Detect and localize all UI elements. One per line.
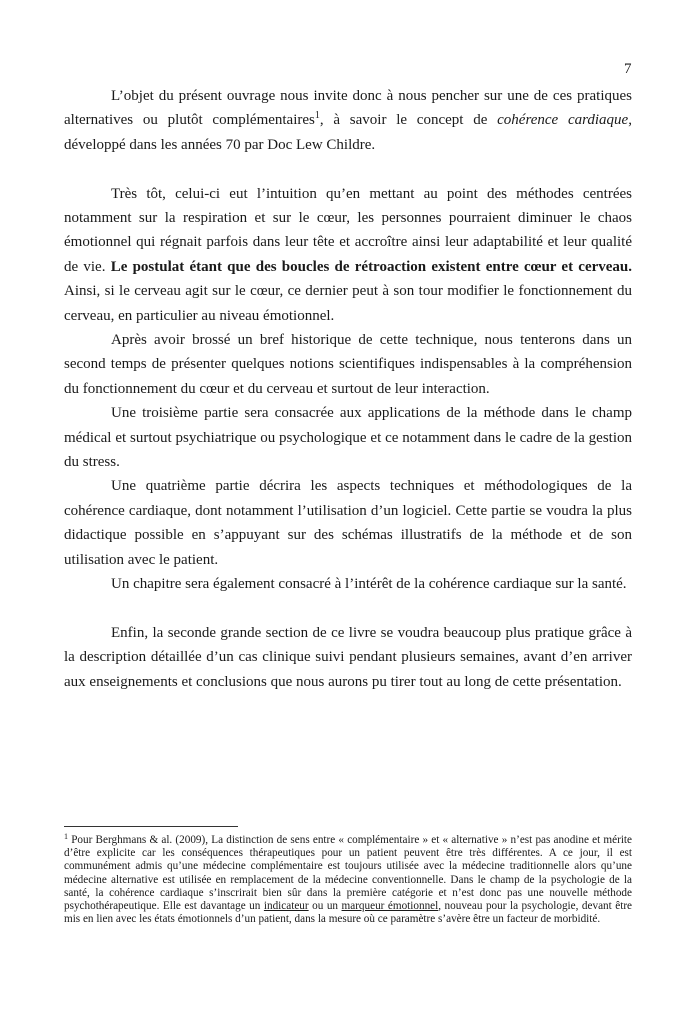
paragraph-chapter-health: Un chapitre sera également consacré à l’intérêt de la cohérence cardiaque sur la santé. [111,576,627,593]
footnote-text-1: Pour Berghmans & al. (2009), La distinction de sens entre « complémentaire » et « alternative » n’est pas anodine et mérite d’être explicite car les conséquences thérapeutiques pour un patient peuvent être très différentes. A ce jour, il est communément admis qu’une médecine complémentaire est toujours utilisée avec la médecine traditionnelle alors qu’une médecine alternative est utilisée en remplacement de la médecine conventionnelle. Dans le champ de la psychologie de la santé, la cohérence cardiaque s’inscrirait bien sûr dans la première catégorie et n’est donc pas une nouvelle méthode psychothérapeutique. Elle est davantage un [64,834,632,913]
page-number: 7 [624,61,632,77]
paragraph-part-three: Une troisième partie sera consacrée aux applications de la méthode dans le champ médical et surtout psychiatrique ou psychologique et ce notamment dans le cadre de la gestion du stress. [64,405,632,471]
footnote-marker: 1 [64,832,68,841]
footnote-text [64,834,632,926]
underlined-indicateur: indicateur [263,900,309,913]
paragraph-history: Après avoir brossé un bref historique de cette technique, nous tenterons dans un second temps de présenter quelques notions scientifiques indispensables à la compréhension du fonctionnement du cœur et du cerveau et surtout de leur interaction. [64,332,632,397]
bold-postulate: Le postulat étant que des boucles de rétroaction existent entre cœur et cerveau. [110,258,633,275]
footnote-text-2: ou un [308,900,342,913]
footnote [64,834,632,926]
paragraph-intro [64,84,632,157]
paragraph-intro-text-3: , développé dans les années 70 par Doc Lew Childre. [64,112,632,153]
footnote-text-3: , nouveau pour la psychologie, devant être mis en lien avec les états émotionnels d’un patient, dans la mesure où ce paramètre s’avère être un facteur de morbidité. [64,900,633,926]
underlined-marqueur-emotionnel: marqueur émotionnel [341,900,439,913]
paragraph-intuition [64,182,632,328]
paragraph-intuition-text: Très tôt, celui-ci eut l’intuition qu’en mettant au point des méthodes centrées notamment sur la respiration et sur le cœur, les personnes pourraient diminuer le chaos émotionnel qui régnait parfois dans leur tête et accroître ainsi leur adaptabilité et leur qualité de vie. [64,185,632,275]
paragraph-part-four: Une quatrième partie décrira les aspects techniques et méthodologiques de la cohérence cardiaque, dont notamment l’utilisation d’un logiciel. Cette partie se voudra la plus didactique possible en s’appuyant sur des schémas illustratifs de la méthode et de son utilisation avec le patient. [64,478,632,568]
paragraph-intro-text: L’objet du présent ouvrage nous invite donc à nous pencher sur une de ces pratiques alternatives ou plutôt complémentaires [64,88,632,129]
emphasis-coherence-cardiaque: cohérence cardiaque [497,112,629,129]
footnote-separator [64,826,238,827]
paragraph-intuition-text-2: Ainsi, si le cerveau agit sur le cœur, ce dernier peut à son tour modifier le fonctionnement du cerveau, en particulier au niveau émotionnel. [64,283,632,324]
footnote-reference[interactable]: 1 [314,110,320,122]
body-text [64,84,632,694]
paragraph-intro-text-2: , à savoir le concept de [319,112,498,129]
paragraph-conclusion: Enfin, la seconde grande section de ce livre se voudra beaucoup plus pratique grâce à la description détaillée d’un cas clinique suivi pendant plusieurs semaines, avant d’en arriver aux enseignements et conclusions que nous aurons pu tirer tout au long de cette présentation. [64,624,632,690]
